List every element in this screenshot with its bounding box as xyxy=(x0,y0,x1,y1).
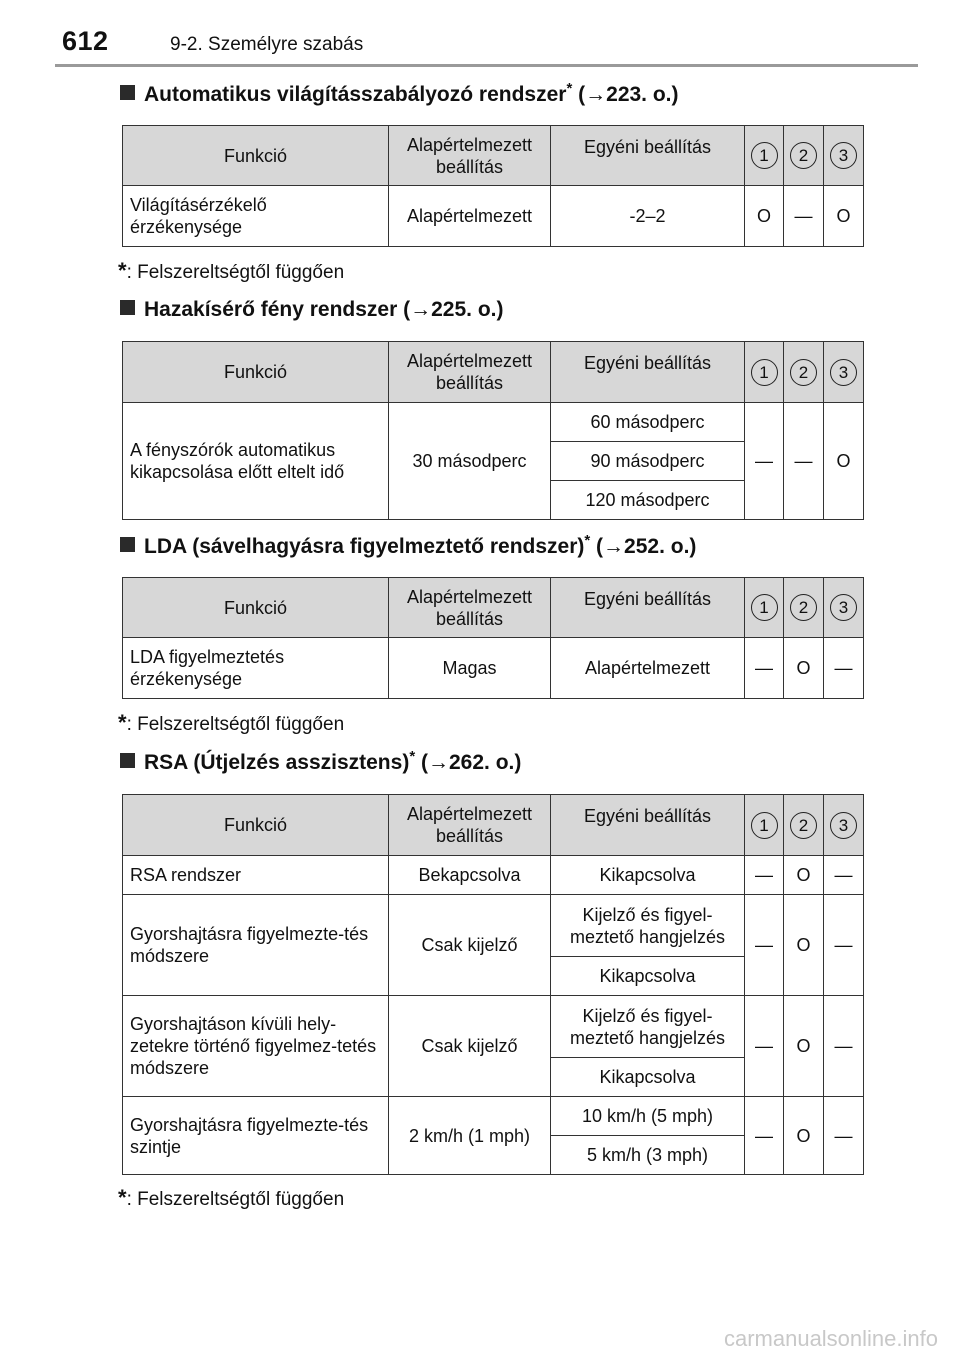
chapter-title: 9-2. Személyre szabás xyxy=(170,34,364,55)
header-function: Funkció xyxy=(123,126,389,186)
default-cell: Csak kijelző xyxy=(389,996,551,1097)
mark-1: — xyxy=(745,403,784,520)
section-title-auto-lighting: Automatikus világításszabályozó rendszer* (→223. o.) xyxy=(120,80,679,107)
mark-2: — xyxy=(784,186,824,247)
custom-cell: Kikapcsolva xyxy=(551,1058,745,1097)
mark-1: — xyxy=(745,856,784,895)
table-row xyxy=(123,403,864,442)
footnote: *: Felszereltségtől függően xyxy=(118,258,345,283)
circled-1: 1 xyxy=(751,359,778,386)
bullet-square-icon xyxy=(120,300,135,315)
mark-2: O xyxy=(784,1097,824,1175)
settings-table-follow-me-home xyxy=(122,341,864,520)
custom-cell: Kikapcsolva xyxy=(551,856,745,895)
table-row xyxy=(123,856,864,895)
table-row xyxy=(123,638,864,699)
default-cell: Bekapcsolva xyxy=(389,856,551,895)
function-cell: Gyorshajtásra figyelmezte-tés módszere xyxy=(123,895,389,996)
table-row xyxy=(123,996,864,1058)
mark-3: O xyxy=(824,403,864,520)
mark-3: — xyxy=(824,895,864,996)
custom-cell: Kijelző és figyel-meztető hangjelzés xyxy=(551,895,745,957)
mark-2: O xyxy=(784,638,824,699)
mark-1: — xyxy=(745,996,784,1097)
mark-2: O xyxy=(784,996,824,1097)
default-cell: 2 km/h (1 mph) xyxy=(389,1097,551,1175)
default-cell: Csak kijelző xyxy=(389,895,551,996)
default-cell: Magas xyxy=(389,638,551,699)
table-header-row xyxy=(123,578,864,638)
bullet-square-icon xyxy=(120,85,135,100)
header-custom: Egyéni beállítás xyxy=(551,126,745,186)
page-reference: (→252. o.) xyxy=(590,535,697,558)
default-cell: 30 másodperc xyxy=(389,403,551,520)
mark-2: — xyxy=(784,403,824,520)
watermark-link[interactable]: carmanualsonline.info xyxy=(723,1326,938,1351)
custom-cell: Kijelző és figyel-meztető hangjelzés xyxy=(551,996,745,1058)
mark-1: — xyxy=(745,895,784,996)
function-cell: A fényszórók automatikus kikapcsolása előtt eltelt idő xyxy=(123,403,389,520)
function-cell: LDA figyelmeztetés érzékenysége xyxy=(123,638,389,699)
function-cell: RSA rendszer xyxy=(123,856,389,895)
settings-table-rsa xyxy=(122,794,864,1175)
header-custom: Egyéni beállítás xyxy=(551,342,745,403)
mark-1: — xyxy=(745,1097,784,1175)
circled-2: 2 xyxy=(790,359,817,386)
settings-table-auto-lighting xyxy=(122,125,864,247)
header-divider xyxy=(55,64,918,67)
custom-cell: 60 másodperc xyxy=(551,403,745,442)
table-header-row xyxy=(123,342,864,403)
header-function: Funkció xyxy=(123,342,389,403)
custom-cell: Kikapcsolva xyxy=(551,957,745,996)
mark-1: O xyxy=(745,186,784,247)
header-custom: Egyéni beállítás xyxy=(551,578,745,638)
page-reference: (→223. o.) xyxy=(572,83,679,106)
footnote: *: Felszereltségtől függően xyxy=(118,1185,345,1210)
header-default: Alapértelmezett beállítás xyxy=(389,795,551,856)
circled-2: 2 xyxy=(790,594,817,621)
mark-1: — xyxy=(745,638,784,699)
table-row xyxy=(123,1097,864,1136)
header-default: Alapértelmezett beállítás xyxy=(389,342,551,403)
section-title-lda: LDA (sávelhagyásra figyelmeztető rendszer)* (→252. o.) xyxy=(120,532,696,559)
function-cell: Világításérzékelő érzékenysége xyxy=(123,186,389,247)
circled-3: 3 xyxy=(830,812,857,839)
function-cell: Gyorshajtásra figyelmezte-tés szintje xyxy=(123,1097,389,1175)
table-header-row xyxy=(123,126,864,186)
header-default: Alapértelmezett beállítás xyxy=(389,126,551,186)
custom-cell: -2–2 xyxy=(551,186,745,247)
header-custom: Egyéni beállítás xyxy=(551,795,745,856)
circled-3: 3 xyxy=(830,594,857,621)
footnote-star: * xyxy=(566,80,573,97)
custom-cell: 120 másodperc xyxy=(551,481,745,520)
page-number: 612 xyxy=(62,26,109,56)
header-default: Alapértelmezett beállítás xyxy=(389,578,551,638)
custom-cell: Alapértelmezett xyxy=(551,638,745,699)
mark-2: O xyxy=(784,895,824,996)
circled-3: 3 xyxy=(830,359,857,386)
mark-3: — xyxy=(824,1097,864,1175)
mark-3: — xyxy=(824,638,864,699)
circled-1: 1 xyxy=(751,142,778,169)
custom-cell: 5 km/h (3 mph) xyxy=(551,1136,745,1175)
table-row xyxy=(123,895,864,957)
custom-cell: 10 km/h (5 mph) xyxy=(551,1097,745,1136)
table-row xyxy=(123,186,864,247)
mark-3: — xyxy=(824,856,864,895)
mark-2: O xyxy=(784,856,824,895)
mark-3: O xyxy=(824,186,864,247)
footnote: *: Felszereltségtől függően xyxy=(118,710,345,735)
function-cell: Gyorshajtáson kívüli hely-zetekre történő figyelmez-tetés módszere xyxy=(123,996,389,1097)
page-reference: (→262. o.) xyxy=(415,751,522,774)
bullet-square-icon xyxy=(120,537,135,552)
circled-1: 1 xyxy=(751,594,778,621)
footnote-star: * xyxy=(409,748,416,765)
mark-3: — xyxy=(824,996,864,1097)
section-title-rsa: RSA (Útjelzés asszisztens)* (→262. o.) xyxy=(120,748,521,775)
header-function: Funkció xyxy=(123,578,389,638)
default-cell: Alapértelmezett xyxy=(389,186,551,247)
table-header-row xyxy=(123,795,864,856)
circled-2: 2 xyxy=(790,142,817,169)
section-title-follow-me-home: Hazakísérő fény rendszer (→225. o.) xyxy=(120,298,504,322)
page-reference: (→225. o.) xyxy=(397,298,504,321)
circled-2: 2 xyxy=(790,812,817,839)
header-function: Funkció xyxy=(123,795,389,856)
circled-3: 3 xyxy=(830,142,857,169)
footnote-star: * xyxy=(584,532,591,549)
bullet-square-icon xyxy=(120,753,135,768)
custom-cell: 90 másodperc xyxy=(551,442,745,481)
settings-table-lda xyxy=(122,577,864,699)
circled-1: 1 xyxy=(751,812,778,839)
